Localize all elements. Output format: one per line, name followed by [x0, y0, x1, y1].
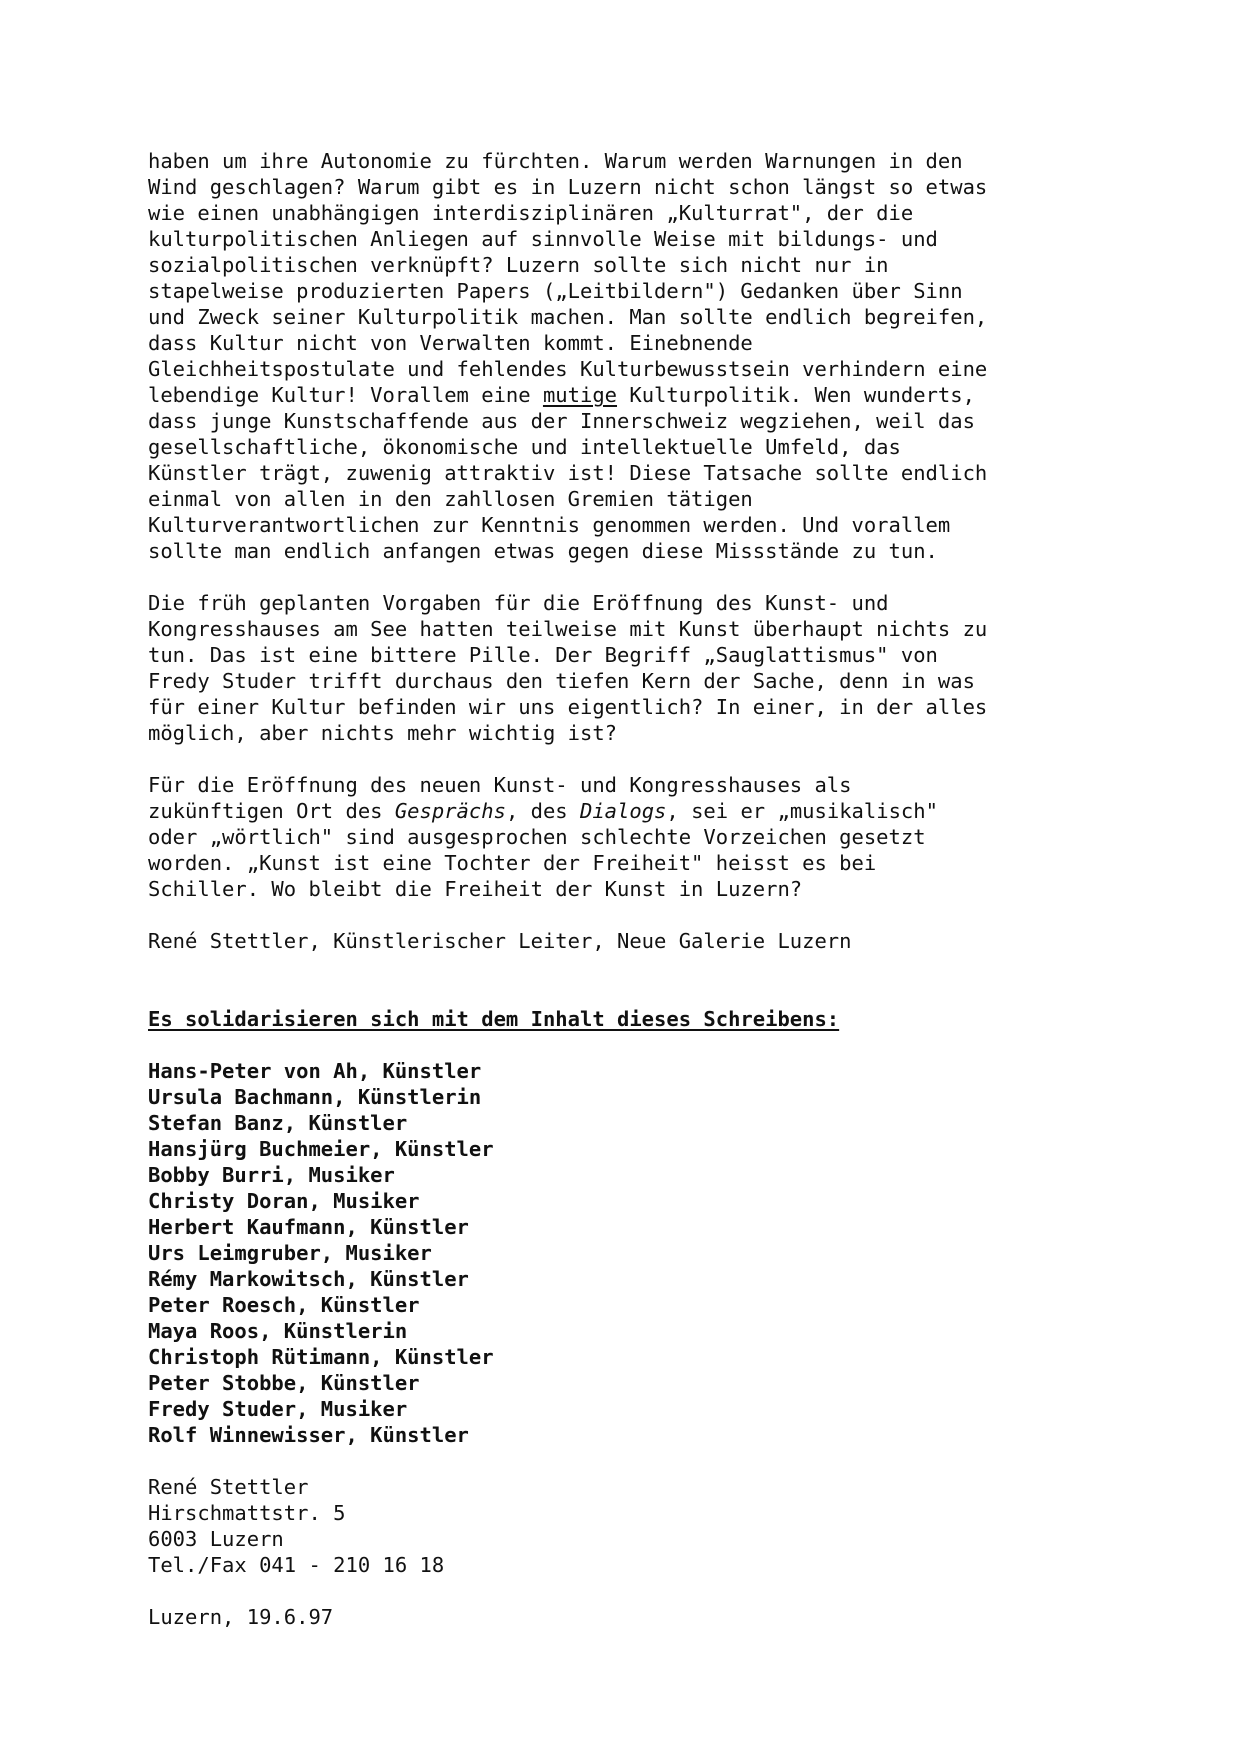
list-item: Maya Roos, Künstlerin	[148, 1319, 408, 1343]
text-line	[148, 382, 1108, 408]
list-item: Herbert Kaufmann, Künstler	[148, 1215, 469, 1239]
text-segment: , des	[505, 799, 580, 823]
text-line: Kulturverantwortlichen zur Kenntnis genommen werden. Und vorallem	[148, 513, 951, 537]
text-line: Die früh geplanten Vorgaben für die Eröffnung des Kunst- und	[148, 591, 889, 615]
list-item: Stefan Banz, Künstler	[148, 1111, 408, 1135]
sender-address	[148, 1474, 1108, 1578]
signer-list	[148, 1058, 1108, 1448]
text-line: einmal von allen in den zahllosen Gremien tätigen	[148, 487, 753, 511]
text-line: möglich, aber nichts mehr wichtig ist?	[148, 721, 617, 745]
text-line: gesellschaftliche, ökonomische und intellektuelle Umfeld, das	[148, 435, 901, 459]
text-segment: Kulturpolitik. Wen wunderts,	[617, 383, 975, 407]
text-line: für einer Kultur befinden wir uns eigentlich? In einer, in der alles	[148, 695, 988, 719]
body-paragraph-1	[148, 148, 1108, 564]
text-line: dass junge Kunstschaffende aus der Innerschweiz wegziehen, weil das	[148, 409, 975, 433]
text-line: worden. „Kunst ist eine Tochter der Freiheit" heisst es bei	[148, 851, 877, 875]
text-line: Gleichheitspostulate und fehlendes Kulturbewusstsein verhindern eine	[148, 357, 988, 381]
text-segment: zukünftigen Ort des	[148, 799, 395, 823]
list-item: Hansjürg Buchmeier, Künstler	[148, 1137, 494, 1161]
italic-word: Gesprächs	[394, 799, 506, 823]
text-line: wie einen unabhängigen interdisziplinären „Kulturrat", der die	[148, 201, 914, 225]
text-line: Für die Eröffnung des neuen Kunst- und Kongresshauses als	[148, 773, 852, 797]
signature-line: René Stettler, Künstlerischer Leiter, Neue Galerie Luzern	[148, 929, 852, 953]
list-item: Christoph Rütimann, Künstler	[148, 1345, 494, 1369]
list-item: Urs Leimgruber, Musiker	[148, 1241, 432, 1265]
list-item: Peter Roesch, Künstler	[148, 1293, 420, 1317]
author-signature	[148, 928, 1108, 954]
text-line: tun. Das ist eine bittere Pille. Der Begriff „Sauglattismus" von	[148, 643, 938, 667]
heading-line: Es solidarisieren sich mit dem Inhalt dieses Schreibens:	[148, 1007, 840, 1031]
text-line	[148, 798, 1108, 824]
address-phone: Tel./Fax 041 - 210 16 18	[148, 1553, 445, 1577]
text-segment: , sei er „musikalisch"	[666, 799, 938, 823]
text-line: sozialpolitischen verknüpft? Luzern sollte sich nicht nur in	[148, 253, 889, 277]
address-street: Hirschmattstr. 5	[148, 1501, 346, 1525]
date-line: Luzern, 19.6.97	[148, 1605, 334, 1629]
text-line: oder „wörtlich" sind ausgesprochen schlechte Vorzeichen gesetzt	[148, 825, 926, 849]
list-item: Hans-Peter von Ah, Künstler	[148, 1059, 482, 1083]
list-item: Christy Doran, Musiker	[148, 1189, 420, 1213]
text-line: stapelweise produzierten Papers („Leitbildern") Gedanken über Sinn	[148, 279, 963, 303]
text-line: Fredy Studer trifft durchaus den tiefen Kern der Sache, denn in was	[148, 669, 975, 693]
text-line: und Zweck seiner Kulturpolitik machen. Man sollte endlich begreifen,	[148, 305, 988, 329]
address-city: 6003 Luzern	[148, 1527, 284, 1551]
text-line: sollte man endlich anfangen etwas gegen diese Missstände zu tun.	[148, 539, 938, 563]
text-line: Wind geschlagen? Warum gibt es in Luzern nicht schon längst so etwas	[148, 175, 988, 199]
text-line: haben um ihre Autonomie zu fürchten. Warum werden Warnungen in den	[148, 149, 963, 173]
text-line: kulturpolitischen Anliegen auf sinnvolle Weise mit bildungs- und	[148, 227, 938, 251]
italic-word: Dialogs	[580, 799, 667, 823]
list-item: Fredy Studer, Musiker	[148, 1397, 408, 1421]
body-paragraph-2	[148, 590, 1108, 746]
body-paragraph-3	[148, 772, 1108, 902]
letter-page	[148, 148, 1108, 1630]
address-name: René Stettler	[148, 1475, 309, 1499]
list-item: Bobby Burri, Musiker	[148, 1163, 395, 1187]
text-line: dass Kultur nicht von Verwalten kommt. Einebnende	[148, 331, 753, 355]
list-item: Ursula Bachmann, Künstlerin	[148, 1085, 482, 1109]
text-segment: lebendige Kultur! Vorallem eine	[148, 383, 543, 407]
text-line: Kongresshauses am See hatten teilweise mit Kunst überhaupt nichts zu	[148, 617, 988, 641]
solidarity-heading	[148, 1006, 1108, 1032]
date-block	[148, 1604, 1108, 1630]
text-line: Schiller. Wo bleibt die Freiheit der Kunst in Luzern?	[148, 877, 803, 901]
list-item: Rémy Markowitsch, Künstler	[148, 1267, 469, 1291]
text-line: Künstler trägt, zuwenig attraktiv ist! Diese Tatsache sollte endlich	[148, 461, 988, 485]
list-item: Peter Stobbe, Künstler	[148, 1371, 420, 1395]
list-item: Rolf Winnewisser, Künstler	[148, 1423, 469, 1447]
underlined-word: mutige	[542, 383, 618, 407]
